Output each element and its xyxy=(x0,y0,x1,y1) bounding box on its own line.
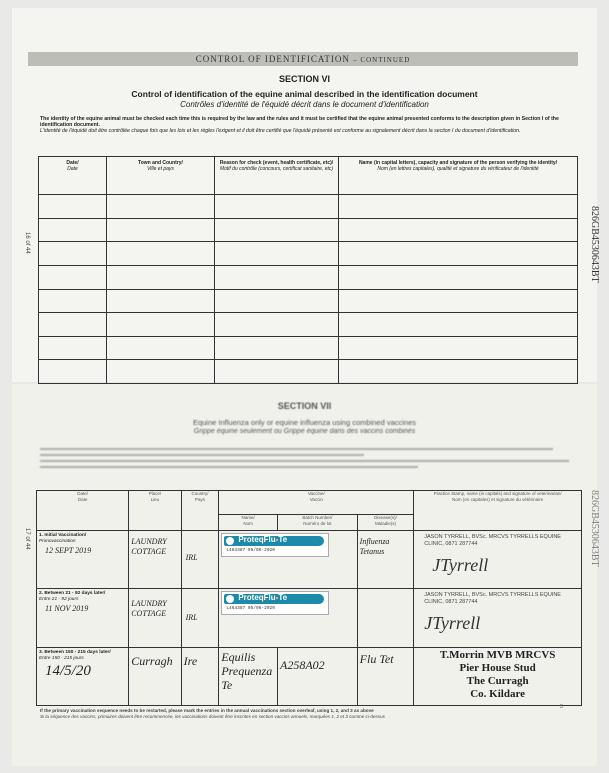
row2-date[interactable]: 2. Between 21 - 92 days later/ Entre 21 - 92 jours 11 NOV 2019 xyxy=(37,589,129,648)
section-vi-label: SECTION VI xyxy=(278,74,330,84)
row3-batch[interactable]: A258A02 xyxy=(278,648,358,706)
table-row xyxy=(37,648,582,706)
row3-country[interactable]: Ire xyxy=(181,648,219,706)
control-identification-band xyxy=(28,52,578,66)
col-town: Town and Country/ Ville et pays xyxy=(107,157,215,195)
row2-date-hw: 11 NOV 2019 xyxy=(45,604,89,614)
table-row xyxy=(39,195,578,219)
row3-vet[interactable] xyxy=(414,648,582,706)
row3-disease[interactable]: Flu Tet xyxy=(357,648,414,706)
vet-stamp-2: JASON TYRRELL, BVSc. MRCVS TYRRELLS EQUINE CLINIC, 0871 287744 xyxy=(424,592,561,605)
col-date: Date/ Date xyxy=(39,157,107,195)
table-row xyxy=(37,589,582,648)
col-place: Place/ Lieu xyxy=(129,491,181,531)
row1-date[interactable]: 1. Initial Vaccination/ Primovaccination 12 SEPT 2019 xyxy=(37,531,129,589)
vet-stamp-3: T.Morrin MVB MRCVS Pier House Stud The Curragh Co. Kildare xyxy=(439,649,556,700)
section-vii-label: SECTION VII xyxy=(277,401,332,411)
table-row xyxy=(39,336,578,360)
side-page-number-2: 17 of 44 xyxy=(24,528,30,550)
vet-signature-2: JTyrrell xyxy=(424,613,481,633)
row1-vaccine-sticker[interactable] xyxy=(219,531,357,589)
table-row xyxy=(39,218,578,242)
intro-fr: L'identité de l'équidé doit être contrôlée chaque fois que les lois et les règles l'exigent et il doit être certifié que l'équidé présenté est conforme au signalement décrit dans la section I du document d'identification. xyxy=(40,128,521,135)
row2-place[interactable]: LAUNDRY COTTAGE xyxy=(129,589,181,648)
col-vaccine-name: Name/ Nom xyxy=(219,515,278,531)
vaccination-footnote: If the primary vaccination sequence needs to be restarted, please mark the entries in the annual vaccinations section overleaf, using 1, 2, and 3 as above Si la séquence des vaccins, primaires doivent être recommencée, les vaccinations doivent être inscrites en section vaccins annuels, marquées 1, 2 et 3 comme ci-dessus xyxy=(40,708,385,719)
table-row xyxy=(39,360,578,384)
col-vet: Practice Stamp, name (in capitals) and signature of veterinarian/ Nom (en capitales) et signature du vétérinaire xyxy=(414,491,582,531)
section-vi-title: Control of identification of the equine animal described in the identification document xyxy=(131,89,478,99)
row2-vet[interactable] xyxy=(414,589,582,648)
serial-number-2: 826GB4530643BT xyxy=(589,490,600,567)
row3-date-hw: 14/5/20 xyxy=(45,663,91,680)
col-reason: Reason for check (event, health certificate, etc)/ Motif du contrôle (concours, certificat sanitaire, etc) xyxy=(215,157,339,195)
section-vi-title-fr: Contrôles d'identité de l'équidé décrit dans le document d'identification xyxy=(180,100,429,109)
col-date: Date/ Date xyxy=(37,491,129,531)
band-continued: – CONTINUED xyxy=(353,56,411,64)
section-vii-title: Equine Influenza only or equine influenza using combined vaccines xyxy=(192,418,417,427)
row2-disease[interactable] xyxy=(357,589,414,648)
col-batch: Batch Number/ Numéro de lot xyxy=(278,515,358,531)
table-row xyxy=(39,242,578,266)
table-row xyxy=(39,289,578,313)
row1-country[interactable]: IRL xyxy=(181,531,219,589)
proteqflu-sticker: ProteqFlu-Te L464387 05/06-2020 xyxy=(221,591,329,615)
table-row xyxy=(37,531,582,589)
intro-en: The identity of the equine animal must be checked each time this is required by the law and the rules and it must be certified that the equine animal presented conforms to the description given in Section I of the identification document. xyxy=(40,116,559,129)
row1-disease[interactable]: Influenza Tetanus xyxy=(357,531,414,589)
vet-stamp-1: JASON TYRRELL, BVSc. MRCVS TYRRELLS EQUINE CLINIC, 0871 287744 xyxy=(424,534,561,547)
row1-place[interactable]: LAUNDRY COTTAGE xyxy=(129,531,181,589)
identity-check-table xyxy=(38,156,578,384)
page-number: 3 xyxy=(560,704,563,710)
row2-country[interactable]: IRL xyxy=(181,589,219,648)
band-title: CONTROL OF IDENTIFICATION xyxy=(195,54,350,64)
section-vii-title-fr: Grippe équine seulement ou Grippe équine dans des vaccins combinés xyxy=(193,428,416,435)
row1-vet[interactable] xyxy=(414,531,582,589)
serial-number-1: 826GB4530643BT xyxy=(589,206,600,283)
col-name: Name (in capital letters), capacity and signature of the person verifying the identity/ Nom (en lettres capitales), qualité et signature du vérificateur de l'identité xyxy=(339,157,578,195)
row3-date[interactable]: 3. Between 150 - 215 days later/ Entre 150 - 215 jours 14/5/20 xyxy=(37,648,129,706)
row1-date-hw: 12 SEPT 2019 xyxy=(45,546,92,556)
side-page-number-1: 16 of 44 xyxy=(24,232,30,254)
proteqflu-sticker: ProteqFlu-Te L464387 05/06-2020 xyxy=(221,533,329,557)
table-row xyxy=(39,313,578,337)
vaccination-table xyxy=(36,490,582,706)
col-vaccine: Vaccine/ Vaccin xyxy=(219,491,414,515)
faded-instructions xyxy=(40,448,580,472)
vet-signature-1: JTyrrell xyxy=(432,555,489,575)
table-row xyxy=(39,265,578,289)
section-vi-intro xyxy=(40,116,580,135)
row3-vaccine-name[interactable]: Equilis Prequenza Te xyxy=(219,648,278,706)
col-country: Country/ Pays xyxy=(181,491,219,531)
row2-vaccine-sticker[interactable] xyxy=(219,589,357,648)
row3-place[interactable]: Curragh xyxy=(129,648,181,706)
col-disease: Disease(s)/ Maladie(s) xyxy=(357,515,414,531)
